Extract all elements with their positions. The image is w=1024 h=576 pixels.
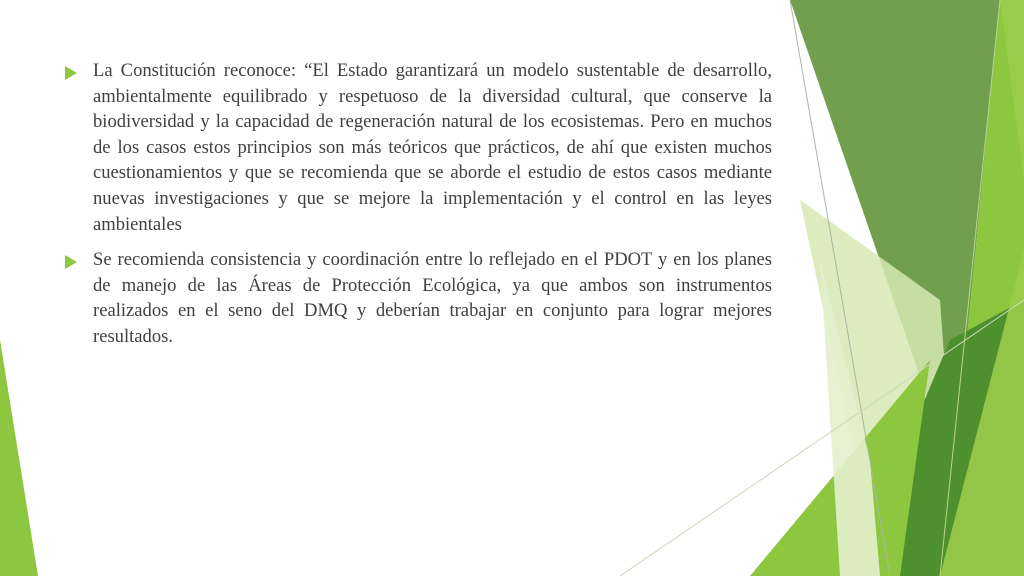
bullet-list [64,58,772,360]
triangle-right-icon [64,255,78,269]
bullet-item-2 [64,247,772,349]
bullet-text-1: La Constitución reconoce: “El Estado garantizará un modelo sustentable de desarrollo, ambientalmente equilibrado y respetuoso de la diversidad cultural, que conserve la biodiversidad y la capacidad de regeneración natural de los ecosistemas. Pero en muchos de los casos estos principios son más teóricos que prácticos, de ahí que existen muchos cuestionamientos y que se recomienda que se aborde el estudio de estos casos mediante nuevas investigaciones y que se mejore la implementación y el control en las leyes ambientales [93,60,772,235]
bullet-item-1 [64,58,772,237]
triangle-right-icon [64,66,78,80]
left-green-sliver [0,340,38,576]
bullet-text-2: Se recomienda consistencia y coordinación entre lo reflejado en el PDOT y en los planes de manejo de las Áreas de Protección Ecológica, ya que ambos son instrumentos realizados en el seno del DMQ y deberían trabajar en conjunto para lograr mejores resultados. [93,249,772,347]
